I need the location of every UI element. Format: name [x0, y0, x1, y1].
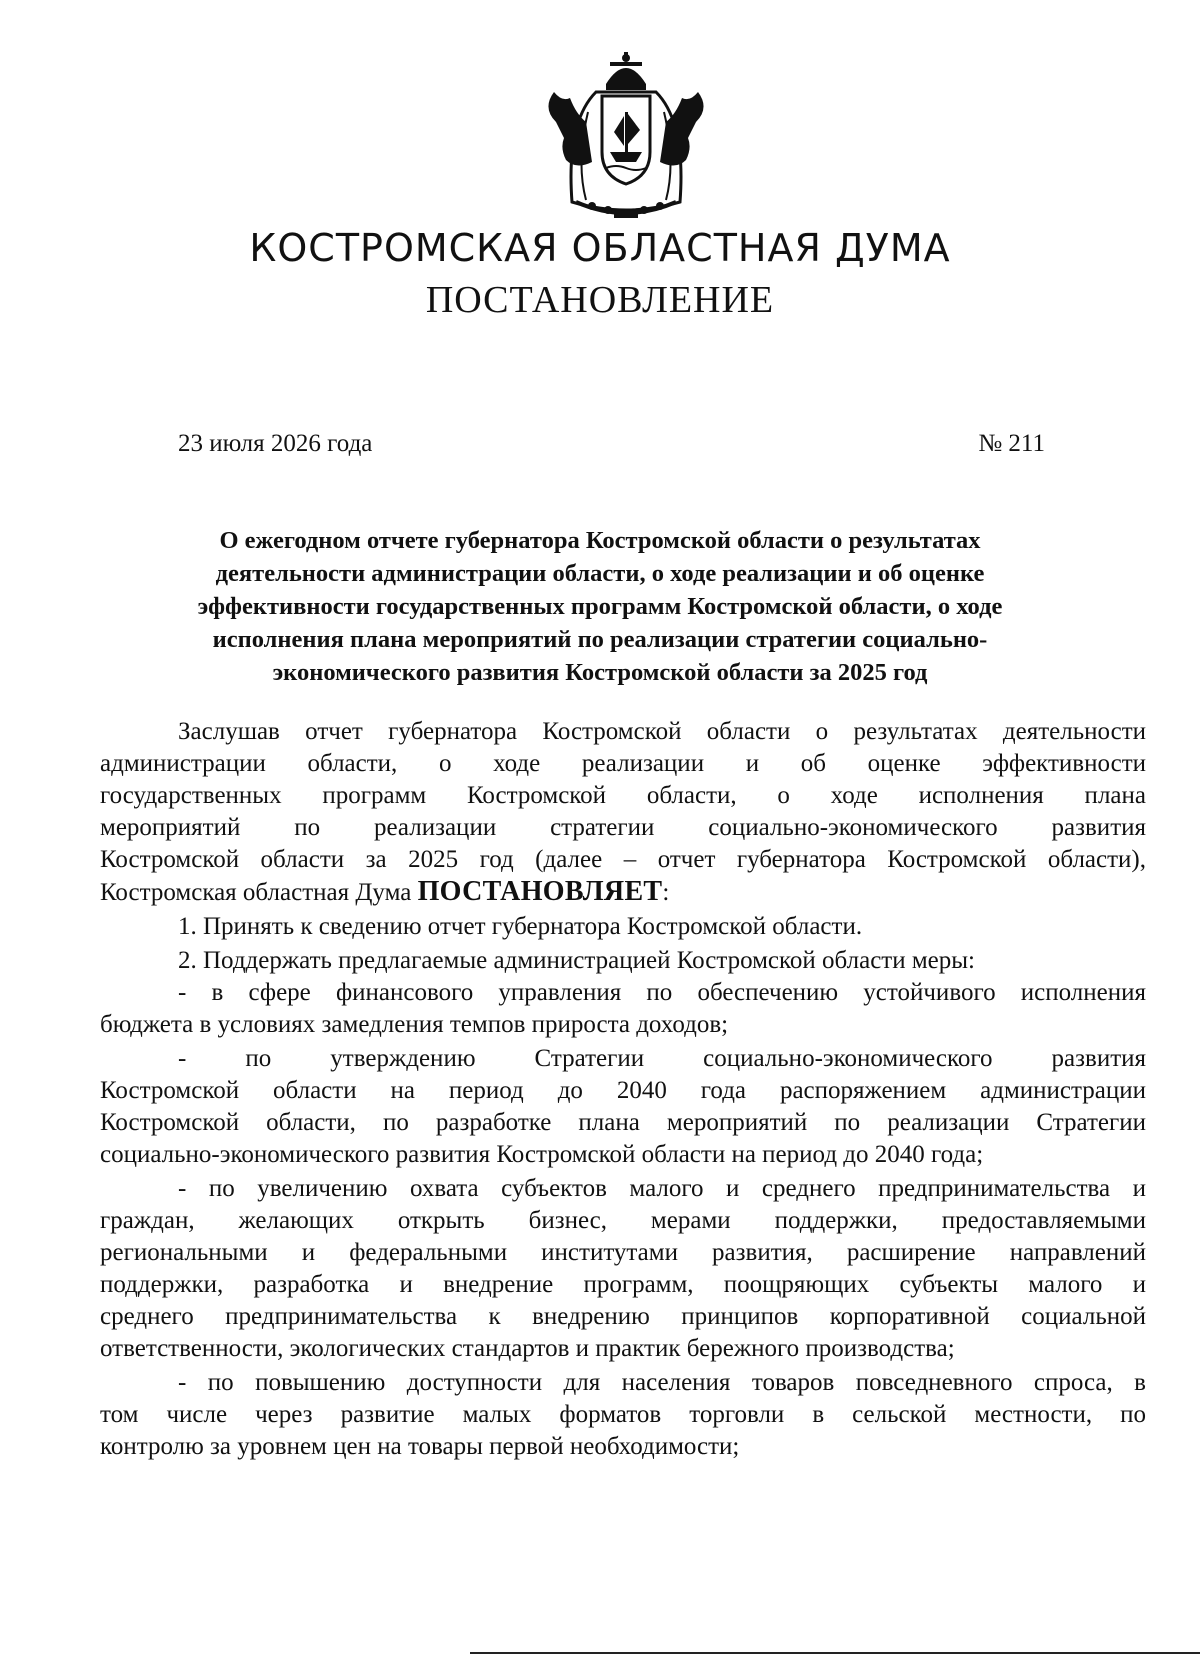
intro-paragraph — [100, 716, 1146, 909]
text-line: ответственности, экологических стандартов и практик бережного производства; — [100, 1335, 955, 1362]
bullet-strategy — [100, 1043, 1146, 1171]
title-line: О ежегодном отчете губернатора Костромской области о результатах — [219, 527, 981, 554]
text-line: контролю за уровнем цен на товары первой необходимости; — [100, 1433, 740, 1460]
text-line: государственных программ Костромской области, о ходе исполнения плана — [100, 782, 1146, 809]
coat-of-arms-emblem — [536, 52, 716, 220]
text-line: Костромской области за 2025 год (далее – отчет губернатора Костромской области), — [100, 846, 1146, 873]
bottom-divider — [470, 1652, 1200, 1654]
document-type-heading: ПОСТАНОВЛЕНИЕ — [425, 279, 775, 321]
bullet-business — [100, 1173, 1146, 1365]
text-line: - по увеличению охвата субъектов малого и среднего предпринимательства и — [178, 1175, 1146, 1202]
resolution-title — [130, 524, 1070, 689]
text-line: Костромской области на период до 2040 года распоряжением администрации — [100, 1077, 1146, 1104]
text-line: бюджета в условиях замедления темпов прироста доходов; — [100, 1011, 729, 1038]
item-1 — [100, 911, 1146, 943]
text-line: региональными и федеральными институтами развития, расширение направлений — [100, 1239, 1146, 1266]
resolves-word: ПОСТАНОВЛЯЕТ — [417, 876, 663, 907]
bullet-finance — [100, 977, 1146, 1041]
text-line: - по утверждению Стратегии социально-экономического развития — [178, 1045, 1146, 1072]
organization-name: КОСТРОМСКАЯ ОБЛАСТНАЯ ДУМА — [249, 226, 951, 270]
text-line: том числе через развитие малых форматов торговли в сельской местности, по — [100, 1401, 1146, 1428]
document-number: № 211 — [978, 430, 1045, 457]
text-line: среднего предпринимательства к внедрению принципов корпоративной социальной — [100, 1303, 1146, 1330]
text-line: граждан, желающих открыть бизнес, мерами поддержки, предоставляемыми — [100, 1207, 1146, 1234]
item-2 — [100, 945, 1146, 977]
title-line: эффективности государственных программ Костромской области, о ходе — [197, 593, 1003, 620]
resolves-prefix: Костромская областная Дума — [100, 879, 418, 906]
text-line: 1. Принять к сведению отчет губернатора Костромской области. — [178, 913, 863, 940]
title-line: деятельности администрации области, о ходе реализации и об оценке — [215, 560, 985, 587]
text-line: Заслушав отчет губернатора Костромской области о результатах деятельности — [178, 718, 1146, 745]
text-line: - по повышению доступности для населения товаров повседневного спроса, в — [178, 1369, 1146, 1396]
text-line: - в сфере финансового управления по обеспечению устойчивого исполнения — [178, 979, 1146, 1006]
resolves-colon: : — [662, 879, 670, 906]
title-line: экономического развития Костромской области за 2025 год — [272, 659, 928, 686]
text-line: администрации области, о ходе реализации и об оценке эффективности — [100, 750, 1146, 777]
title-line: исполнения плана мероприятий по реализации стратегии социально- — [212, 626, 988, 653]
document-date: 23 июля 2026 года — [178, 430, 373, 457]
text-line: 2. Поддержать предлагаемые администрацией Костромской области меры: — [178, 947, 975, 974]
text-line: социально-экономического развития Костромской области на период до 2040 года; — [100, 1141, 984, 1168]
resolution-body — [100, 716, 1146, 1463]
text-line: Костромской области, по разработке плана мероприятий по реализации Стратегии — [100, 1109, 1146, 1136]
text-line: поддержки, разработка и внедрение программ, поощряющих субъекты малого и — [100, 1271, 1146, 1298]
bullet-goods — [100, 1367, 1146, 1463]
text-line — [100, 876, 1146, 909]
text-line: мероприятий по реализации стратегии социально-экономического развития — [100, 814, 1146, 841]
